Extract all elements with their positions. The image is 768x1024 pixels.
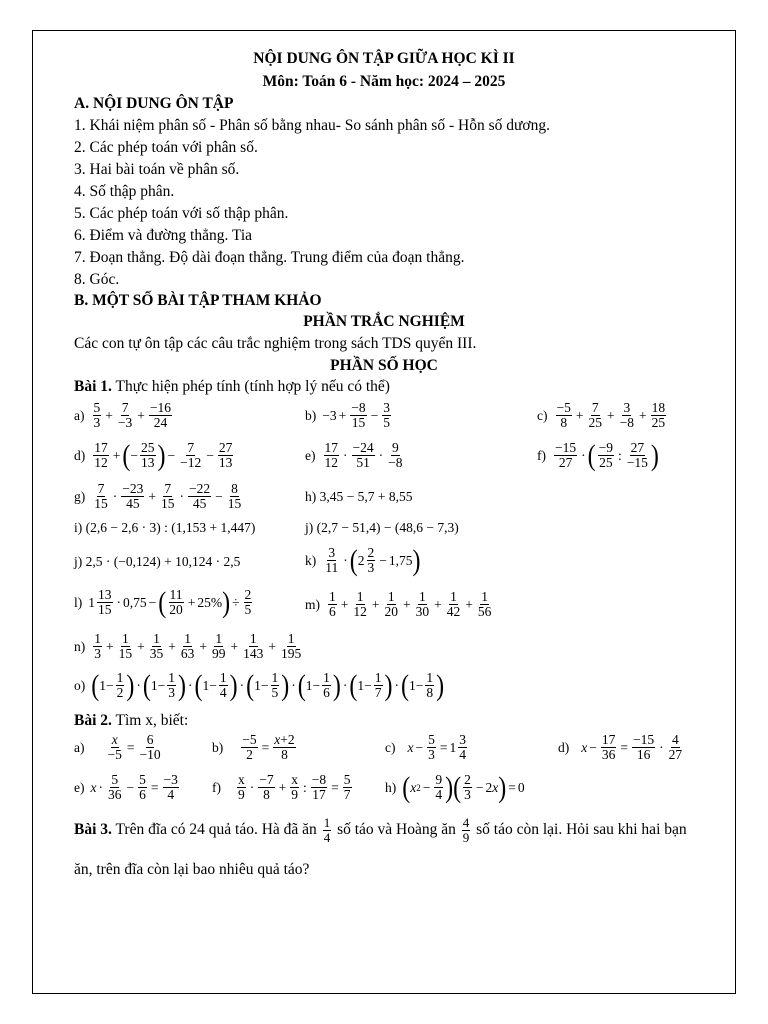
bai1-prompt: [74, 378, 390, 396]
topic-item: 8. Góc.: [74, 271, 120, 288]
exercise-1f: f) $\frac{-15}{27}$ · ( $\frac{-9}{25}$ : $\frac{27}{-15}$ ): [537, 439, 659, 472]
topic-item: 5. Các phép toán với số thập phân.: [74, 205, 289, 222]
bai2-text: Tìm x, biết:: [111, 712, 189, 729]
exercise-1b: b) −3 + $\frac{-8}{15}$ − $\frac{3}{5}$: [305, 400, 390, 431]
exercise-1c: c) $\frac{-5}{8}$ + $\frac{7}{25}$ + $\frac{3}{-8}$ + $\frac{18}{25}$: [537, 400, 666, 431]
bai1-label: Bài 1.: [74, 378, 112, 395]
topic-item: 6. Điểm và đường thẳng. Tia: [74, 227, 253, 244]
exercise-2e: e) x · $\frac{5}{36}$ − $\frac{5}{6}$ = $\frac{-3}{4}$: [74, 772, 178, 803]
exercise-1k: k) $\frac{3}{11}$ · ( 2 $\frac{2}{3}$ − 1,75 ): [305, 544, 421, 577]
bai3-label: Bài 3.: [74, 821, 112, 839]
page-subtitle: Môn: Toán 6 - Năm học: 2024 – 2025: [262, 73, 506, 90]
exercise-1d: d) $\frac{17}{12}$ + ( − $\frac{25}{13}$ ) − $\frac{7}{-12}$ − $\frac{27}{13}$: [74, 439, 233, 472]
exercise-1j-second: j) 2,5 · (−0,124) + 10,124 · 2,5: [74, 554, 241, 569]
exercise-2c: c) x − $\frac{5}{3}$ = 1 $\frac{3}{4}$: [385, 732, 466, 763]
exercise-1g: g) $\frac{7}{15}$ · $\frac{-23}{45}$ + $\frac{7}{15}$ · $\frac{-22}{45}$ − $\frac{8}{15}$: [74, 481, 242, 512]
topic-item: 4. Số thập phân.: [74, 183, 175, 200]
bai3-text-2: số táo và Hoàng ăn: [333, 821, 460, 839]
exercise-2h: h) ( x 2 − $\frac{9}{4}$ ) ( $\frac{2}{3}$ − 2x ) = 0: [385, 771, 525, 804]
bai3-text-4: ăn, trên đĩa còn lại bao nhiêu quả táo?: [74, 861, 310, 878]
section-a-heading: A. NỘI DUNG ÔN TẬP: [74, 95, 234, 112]
exercise-1n: n) $\frac{1}{3}$ + $\frac{1}{15}$ + $\frac{1}{35}$ + $\frac{1}{63}$ + $\frac{1}{99}$ + $\frac{1}{143}$ + $\frac{1}{195}$: [74, 631, 302, 662]
topic-item: 3. Hai bài toán về phân số.: [74, 161, 240, 178]
exercise-1i: i) (2,6 − 2,6 · 3) : (1,153 + 1,447): [74, 520, 256, 535]
mc-heading: PHẦN TRẮC NGHIỆM: [303, 313, 465, 330]
exercise-2f: f) $\frac{x}{9}$ · $\frac{-7}{8}$ + $\frac{x}{9}$ : $\frac{-8}{17}$ = $\frac{5}{7}$: [212, 772, 351, 803]
exercise-2d: d) x − $\frac{17}{36}$ = $\frac{-15}{16}$ · $\frac{4}{27}$: [558, 732, 683, 763]
exercise-1e: e) $\frac{17}{12}$ · $\frac{-24}{51}$ · $\frac{9}{-8}$: [305, 440, 403, 471]
bai3-text-3: số táo còn lại. Hỏi sau khi hai bạn: [472, 821, 687, 839]
exercise-1o: o) ( 1− $\frac{1}{2}$ ) · ( 1− $\frac{1}{3}$ ) · ( 1− $\frac{1}{4}$ ) · ( 1− $\frac{1}{5}$ ) · ( 1− $\frac{1}{6}$ ) · ( 1− $\frac{1}{7}$ ) · ( 1− $\frac{1}{8}$ ): [74, 669, 445, 702]
topic-item: 2. Các phép toán với phân số.: [74, 139, 258, 156]
exercise-1h: h) 3,45 − 5,7 + 8,55: [305, 489, 413, 504]
bai3-prompt: Bài 3. Trên đĩa có 24 quả táo. Hà đã ăn $\frac{1}{4}$ số táo và Hoàng ăn $\frac{4}{9}$ số táo còn lại. Hỏi sau khi hai bạn: [74, 815, 687, 845]
exercise-1l: l) 1 $\frac{13}{15}$ · 0,75 − ( $\frac{11}{20}$ + 25% ) ÷ $\frac{2}{5}$: [74, 586, 252, 619]
arith-heading: PHẦN SỐ HỌC: [330, 357, 438, 374]
page-title: NỘI DUNG ÔN TẬP GIỮA HỌC KÌ II: [253, 50, 515, 67]
section-b-heading: B. MỘT SỐ BÀI TẬP THAM KHẢO: [74, 292, 322, 309]
exercise-1j-first: j) (2,7 − 51,4) − (48,6 − 7,3): [305, 520, 459, 535]
exercise-2b: b) $\frac{-5}{2}$ = $\frac{x+2}{8}$: [212, 732, 295, 763]
exercise-2a: a) $\frac{x}{-5}$ = $\frac{6}{-10}$: [74, 732, 161, 763]
bai2-label: Bài 2.: [74, 712, 112, 729]
bai2-prompt: [74, 712, 188, 730]
exercise-1m: m) $\frac{1}{6}$ + $\frac{1}{12}$ + $\frac{1}{20}$ + $\frac{1}{30}$ + $\frac{1}{42}$ + $\frac{1}{56}$: [305, 589, 492, 620]
topic-item: 7. Đoạn thẳng. Độ dài đoạn thẳng. Trung điểm của đoạn thẳng.: [74, 249, 465, 266]
bai3-text-1: Trên đĩa có 24 quả táo. Hà đã ăn: [111, 821, 321, 839]
exercise-1a: a) $\frac{5}{3}$ + $\frac{7}{-3}$ + $\frac{-16}{24}$: [74, 400, 171, 431]
topic-item: 1. Khái niệm phân số - Phân số bằng nhau- So sánh phân số - Hỗn số dương.: [74, 117, 550, 134]
mc-text: Các con tự ôn tập các câu trắc nghiệm trong sách TDS quyển III.: [74, 335, 477, 352]
bai1-text: Thực hiện phép tính (tính hợp lý nếu có thể): [111, 378, 390, 395]
